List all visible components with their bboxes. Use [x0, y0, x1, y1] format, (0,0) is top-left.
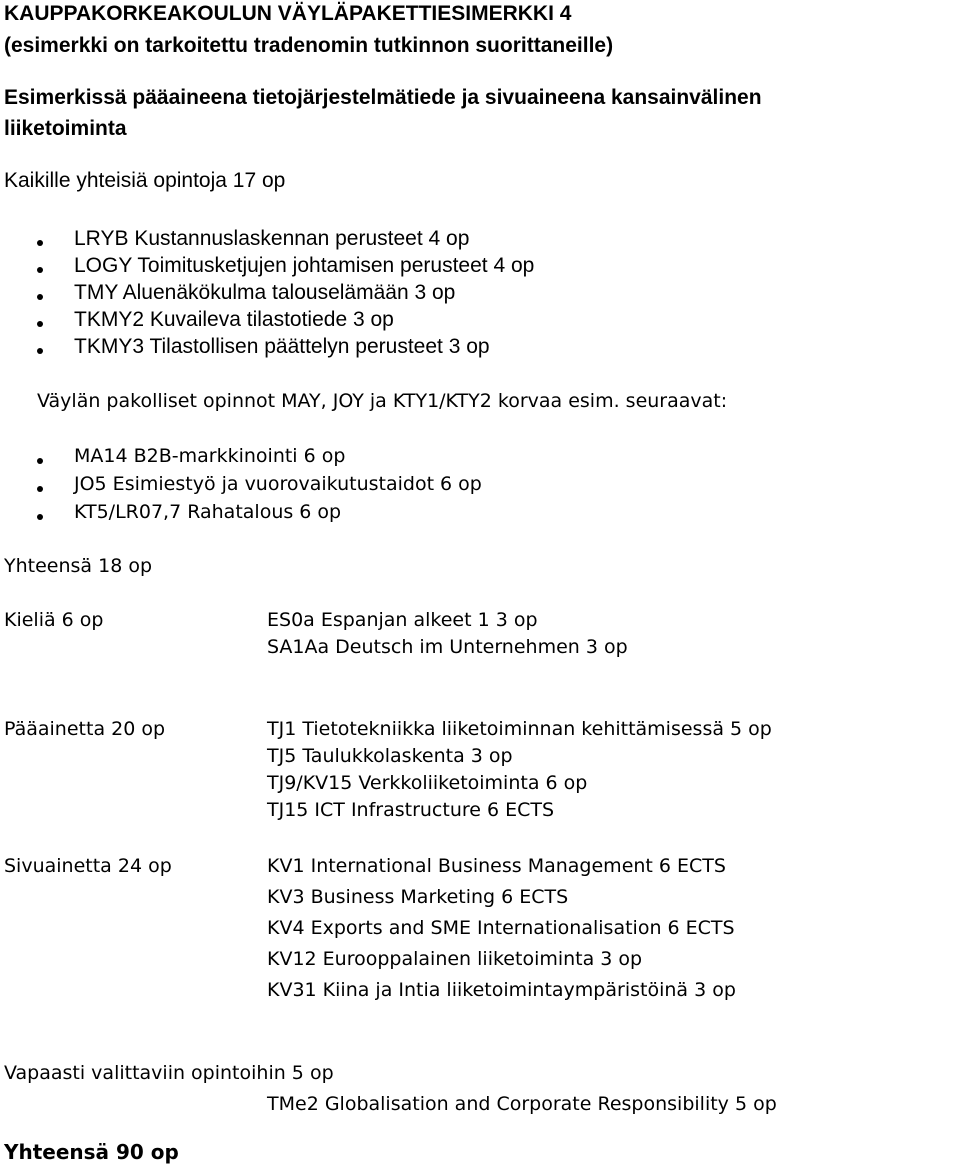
course-item: KV3 Business Marketing 6 ECTS [267, 886, 569, 908]
bullet-icon [37, 348, 43, 354]
replacement-heading: Väylän pakolliset opinnot MAY, JOY ja KTY1/KTY2 korvaa esim. seuraavat: [37, 390, 728, 412]
course-item: TJ1 Tietotekniikka liiketoiminnan kehittämisessä 5 op [267, 718, 772, 740]
course-item: KV4 Exports and SME Internationalisation 6 ECTS [267, 917, 735, 939]
bullet-icon [37, 267, 43, 273]
grand-total: Yhteensä 90 op [4, 1140, 179, 1164]
bullet-icon [37, 514, 43, 520]
course-item: SA1Aa Deutsch im Unternehmen 3 op [267, 636, 628, 658]
list-item: LOGY Toimitusketjujen johtamisen perusteet 4 op [74, 254, 535, 277]
document-subtitle: Esimerkissä pääaineena tietojärjestelmätiede ja sivuaineena kansainvälinen [4, 86, 762, 109]
list-item: JO5 Esimiestyö ja vuorovaikutustaidot 6 op [74, 473, 482, 495]
replacement-total: Yhteensä 18 op [4, 555, 153, 577]
course-item: TJ5 Taulukkolaskenta 3 op [267, 745, 513, 767]
list-item: MA14 B2B-markkinointi 6 op [74, 445, 346, 467]
bullet-icon [37, 458, 43, 464]
course-item: KV12 Eurooppalainen liiketoiminta 3 op [267, 948, 643, 970]
elective-label: Vapaasti valittaviin opintoihin 5 op [4, 1062, 334, 1084]
major-label: Pääainetta 20 op [4, 718, 166, 740]
course-item: TJ15 ICT Infrastructure 6 ECTS [267, 799, 555, 821]
languages-label: Kieliä 6 op [4, 609, 104, 631]
course-item: KV1 International Business Management 6 ECTS [267, 855, 726, 877]
list-item: LRYB Kustannuslaskennan perusteet 4 op [74, 227, 470, 250]
bullet-icon [37, 294, 43, 300]
bullet-icon [37, 240, 43, 246]
course-item: TJ9/KV15 Verkkoliiketoiminta 6 op [267, 772, 588, 794]
list-item: TMY Aluenäkökulma talouselämään 3 op [74, 281, 456, 304]
document-subtitle-cont: liiketoiminta [4, 117, 127, 140]
document-title: KAUPPAKORKEAKOULUN VÄYLÄPAKETTIESIMERKKI 4 [4, 2, 572, 25]
common-studies-heading: Kaikille yhteisiä opintoja 17 op [4, 169, 286, 192]
document-title-note: (esimerkki on tarkoitettu tradenomin tutkinnon suorittaneille) [4, 34, 614, 57]
minor-label: Sivuainetta 24 op [4, 855, 172, 877]
course-item: TMe2 Globalisation and Corporate Responsibility 5 op [267, 1093, 777, 1115]
course-item: KV31 Kiina ja Intia liiketoimintaympäristöinä 3 op [267, 979, 736, 1001]
list-item: TKMY2 Kuvaileva tilastotiede 3 op [74, 308, 394, 331]
list-item: TKMY3 Tilastollisen päättelyn perusteet 3 op [74, 335, 490, 358]
bullet-icon [37, 321, 43, 327]
bullet-icon [37, 486, 43, 492]
course-item: ES0a Espanjan alkeet 1 3 op [267, 609, 538, 631]
list-item: KT5/LR07,7 Rahatalous 6 op [74, 501, 342, 523]
